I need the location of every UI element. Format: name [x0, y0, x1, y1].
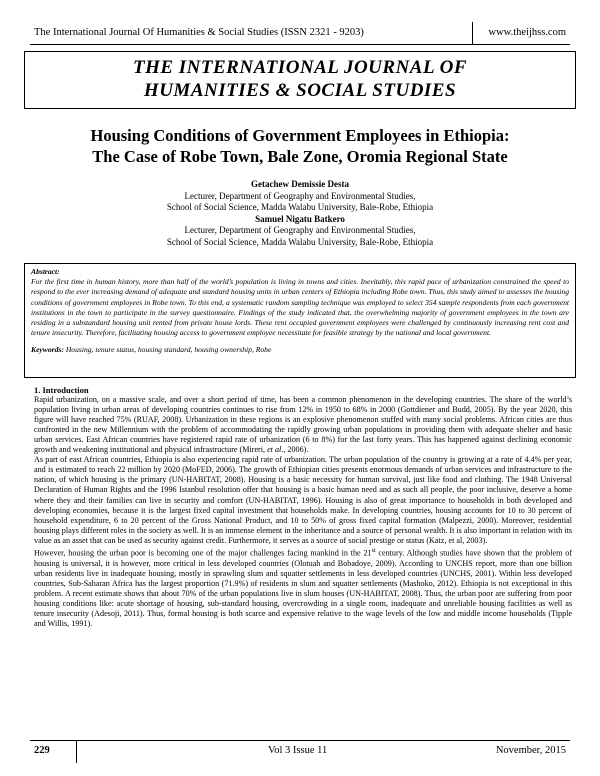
- journal-title-line1: THE INTERNATIONAL JOURNAL OF: [132, 57, 468, 78]
- header-website: www.theijhss.com: [488, 27, 566, 38]
- paragraph-text: ., 2006).: [281, 445, 309, 455]
- header-divider: [472, 22, 473, 44]
- author-affiliation: Lecturer, Department of Geography and Environmental Studies,: [184, 190, 416, 201]
- author-name: Samuel Nigatu Batkero: [255, 213, 345, 224]
- journal-title-box: [24, 51, 576, 109]
- paragraph-text: century. Although studies have shown that the problem of housing is universal, it is however, more critical in less developed countries (Olotuah and Bobadoye, 2009). According to UNCHS report, more than one billion urban residents live in inadequate housing, mostly in sprawling slum and squatter settlements in less developed countries (UNCHS, 2001). Within less developed countries, Sub-Saharan Africa has the largest proportion (71.9%) of residents in slum and squatter settlements (Mashoko, 2012). Ethiopia is not exceptional in this problem. A recent estimate shows that about 70% of the urban populations live in slum houses (UN-HABITAT, 2008). Thus, the urban poor are suffering from poor housing conditions like: acute shortage of housing, sub-standard housing, overcrowding in a single room, inadequate and unreliable housing facilities as well as tenure insecurity (Adesoji, 2011). Thus, formal housing is both scarce and expensive relative to the wage levels of the low and middle income households (Tipple and Willis, 1991).: [34, 548, 572, 628]
- page-number: 229: [34, 745, 50, 756]
- footer-issue: Vol 3 Issue 11: [268, 745, 328, 756]
- keywords-line: [31, 345, 569, 355]
- author-affiliation: School of Social Science, Madda Walabu University, Bale-Robe, Ethiopia: [166, 236, 434, 247]
- page-footer: [30, 740, 570, 763]
- article-body: [34, 385, 572, 629]
- citation-etal: et al: [267, 445, 282, 455]
- journal-title-line2: HUMANITIES & SOCIAL STUDIES: [143, 80, 457, 101]
- running-header: [30, 20, 570, 45]
- footer-date: November, 2015: [495, 745, 566, 756]
- body-paragraph: [34, 395, 572, 455]
- header-journal-name: The International Journal Of Humanities & Social Studies (ISSN 2321 - 9203): [34, 27, 364, 38]
- author-affiliation: Lecturer, Department of Geography and Environmental Studies,: [184, 225, 416, 235]
- article-title: [40, 125, 560, 167]
- abstract-text: For the first time in human history, more than half of the world’s population is living in towns and cities. Inevitably, this rapid pace of urbanization constrained the speed to respond to the ever increasing demand of adequate and standard housing units in urban centers of Ethiopia including Robe town. Thus, this study aimed to assesses the housing conditions of government employees in Robe town. To this end, a systematic random sampling technique was employed to select 354 sample respondents from each government institutions in the town to participate in the survey questionnaire. Findings of the study indicated that, the overwhelming majority of government employees in the town are residing in a substandard housing unit rented from private house lords. These rent occupied government employees were challenged by continuously increasing rent cost and tenure insecurity. Therefore, facilitating housing access to government employee necessitate for feasible strategy by the national and local government.: [31, 277, 569, 338]
- abstract-box: [24, 263, 576, 378]
- body-paragraph: [34, 546, 572, 629]
- keywords-label: Keywords:: [31, 345, 64, 355]
- author-name: Getachew Demissie Desta: [251, 179, 349, 189]
- article-title-line2: The Case of Robe Town, Bale Zone, Oromia Regional State: [92, 147, 508, 166]
- paragraph-text: However, housing the urban poor is becoming one of the major challenges facing mankind in the 21: [34, 548, 372, 558]
- body-paragraph: As part of east African countries, Ethiopia is also experiencing rapid rate of urbanization. The urban population of the country is growing at a rate of 4.4% per year, and is estimated to reach 22 million by 2020 (MoFED, 2006). The growth of Ethiopian cities presents enormous demands of urban services and infrastructure to the nation, of which housing is the primary (UN-HABITAT, 2008). Housing is a basic necessity for human survival, just like food and clothing. The 1948 Universal Declaration of Human Rights and the 1996 Istanbul resolution offer that housing is a basic human need and as such all people, the poor inclusive, deserve a home where they and their families can live in security and comfort (UN-HABITAT, 1996). Housing is also of great importance to households in both developed and developing economies, because it is the largest fixed capital investment that households make. In developing countries, housing accounts for 10 to 30 percent of household expenditure, 6 to 20 percent of the Gross National Product, and 10 to 50% of gross fixed capital formation (Malpezzi, 2000). Moreover, residential housing plays different roles in the society as well. It is an immense element in the inheritance and a source of personal wealth. It is also important in relation with its value as an asset that can be used as security against credit. Furthermore, it serves as a source of social prestige or status (Katz, et al, 2003).: [34, 455, 572, 545]
- keywords-text: Housing, tenure status, housing standard, housing ownership, Robe: [65, 345, 272, 355]
- footer-divider: [76, 741, 77, 763]
- paragraph-text: Rapid urbanization, on a massive scale, and over a short period of time, has been a common phenomenon in the developing countries. The share of the world’s population living in urban areas of developing countries continues to rise from 12% in 1950 to 68% in 2000 (Gottdiener and Budd, 2005). By the year 2020, this figure will have reached 75% (RUAF, 2008). Urbanization in these regions is an explosive phenomenon stuffed with many social problems. African cities are thus confronted in the new Millennium with the problem of accommodating the rapidly growing urban populations in providing them with adequate shelter and basic urban services. East African countries have registered rapid rate of urbanization (6 to 8%) for the last forty years. This has happened against declining economic growth and weakening institutional and physical infrastructure (Mireri,: [34, 395, 572, 455]
- section-heading: 1. Introduction: [34, 385, 89, 395]
- author-affiliation: School of Social Science, Madda Walabu University, Bale-Robe, Ethiopia: [166, 202, 434, 212]
- author-block: [60, 179, 540, 248]
- superscript: st: [371, 547, 376, 554]
- abstract-label: Abstract:: [31, 267, 60, 276]
- article-title-line1: Housing Conditions of Government Employees in Ethiopia:: [90, 126, 510, 145]
